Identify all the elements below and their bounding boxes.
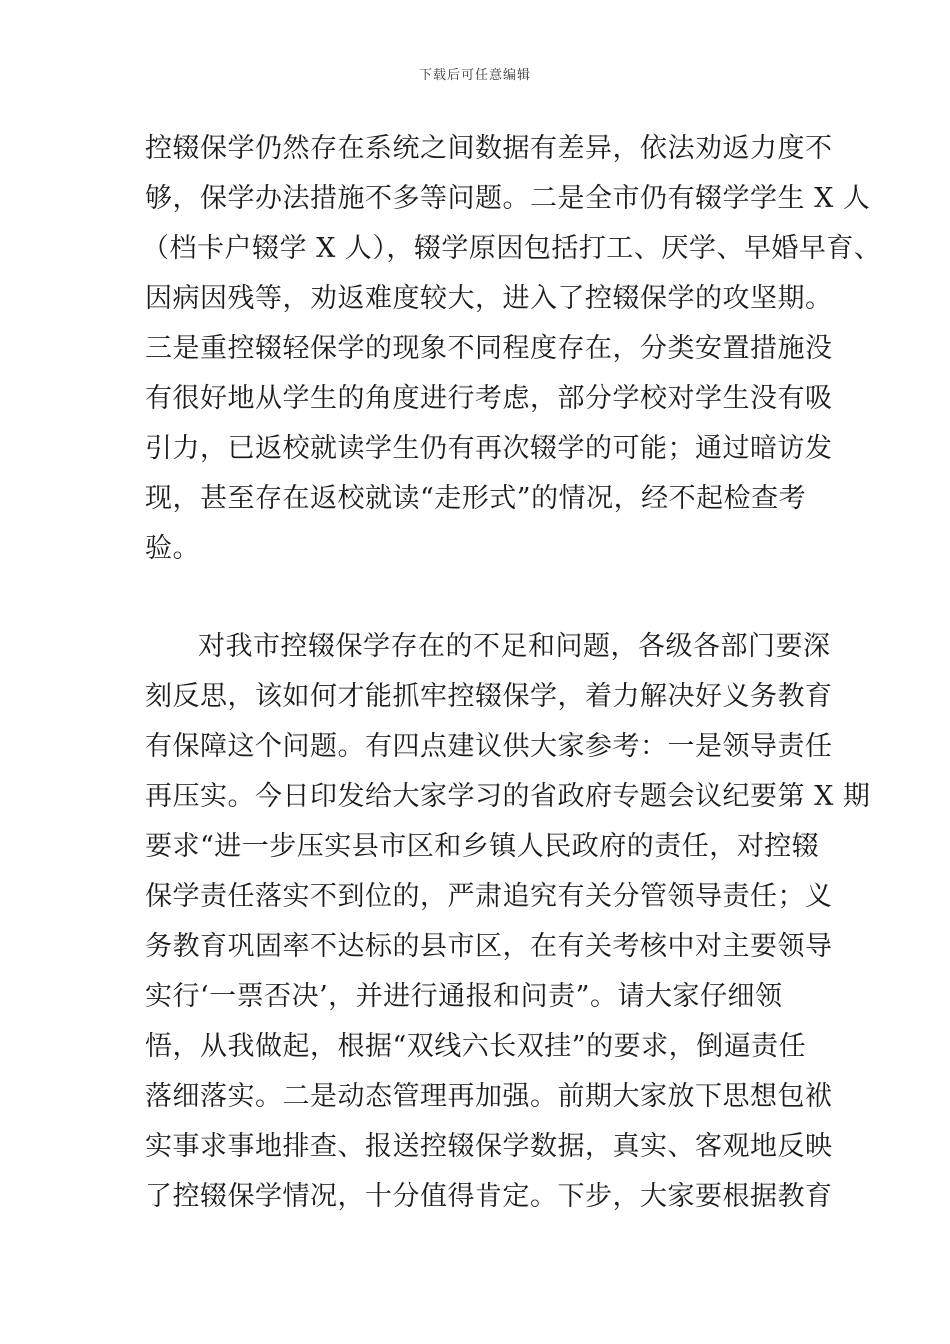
text-line: 落细落实。二是动态管理再加强。前期大家放下思想包袱 xyxy=(145,1081,833,1112)
text-line: 控辍保学仍然存在系统之间数据有差异，依法劝返力度不 xyxy=(145,133,833,164)
text-line: 因病因残等，劝返难度较大，进入了控辍保学的攻坚期。 xyxy=(145,283,833,314)
text-line: 悟，从我做起，根据“双线六长双挂”的要求，倒逼责任 xyxy=(145,1031,807,1062)
text-line: 够，保学办法措施不多等问题。二是全市仍有辍学学生 X 人 xyxy=(145,183,871,214)
text-line: 再压实。今日印发给大家学习的省政府专题会议纪要第 X 期 xyxy=(145,781,871,812)
text-line: 三是重控辍轻保学的现象不同程度存在，分类安置措施没 xyxy=(145,333,833,364)
text-line: 刻反思，该如何才能抓牢控辍保学，着力解决好义务教育 xyxy=(145,681,833,712)
text-line: （档卡户辍学 X 人），辍学原因包括打工、厌学、早婚早育、 xyxy=(142,233,882,264)
text-line: 了控辍保学情况，十分值得肯定。下步，大家要根据教育 xyxy=(145,1181,833,1212)
text-line: 保学责任落实不到位的，严肃追究有关分管领导责任；义 xyxy=(145,881,833,912)
text-line: 务教育巩固率不达标的县市区，在有关考核中对主要领导 xyxy=(145,931,833,962)
page-header: 下载后可任意编辑 xyxy=(418,68,531,83)
text-line: 实事求事地排查、报送控辍保学数据，真实、客观地反映 xyxy=(145,1131,833,1162)
text-line: 实行‘一票否决’，并进行通报和问责”。请大家仔细领 xyxy=(145,981,783,1012)
text-line: 要求“进一步压实县市区和乡镇人民政府的责任，对控辍 xyxy=(145,831,820,862)
text-line: 有很好地从学生的角度进行考虑，部分学校对学生没有吸 xyxy=(145,383,833,414)
text-line: 验。 xyxy=(145,533,200,564)
text-line: 引力，已返校就读学生仍有再次辍学的可能；通过暗访发 xyxy=(145,433,833,464)
text-line: 对我市控辍保学存在的不足和问题，各级各部门要深 xyxy=(198,631,831,662)
text-line: 现，甚至存在返校就读“走形式”的情况，经不起检查考 xyxy=(145,483,807,514)
text-line: 有保障这个问题。有四点建议供大家参考：一是领导责任 xyxy=(145,731,833,762)
